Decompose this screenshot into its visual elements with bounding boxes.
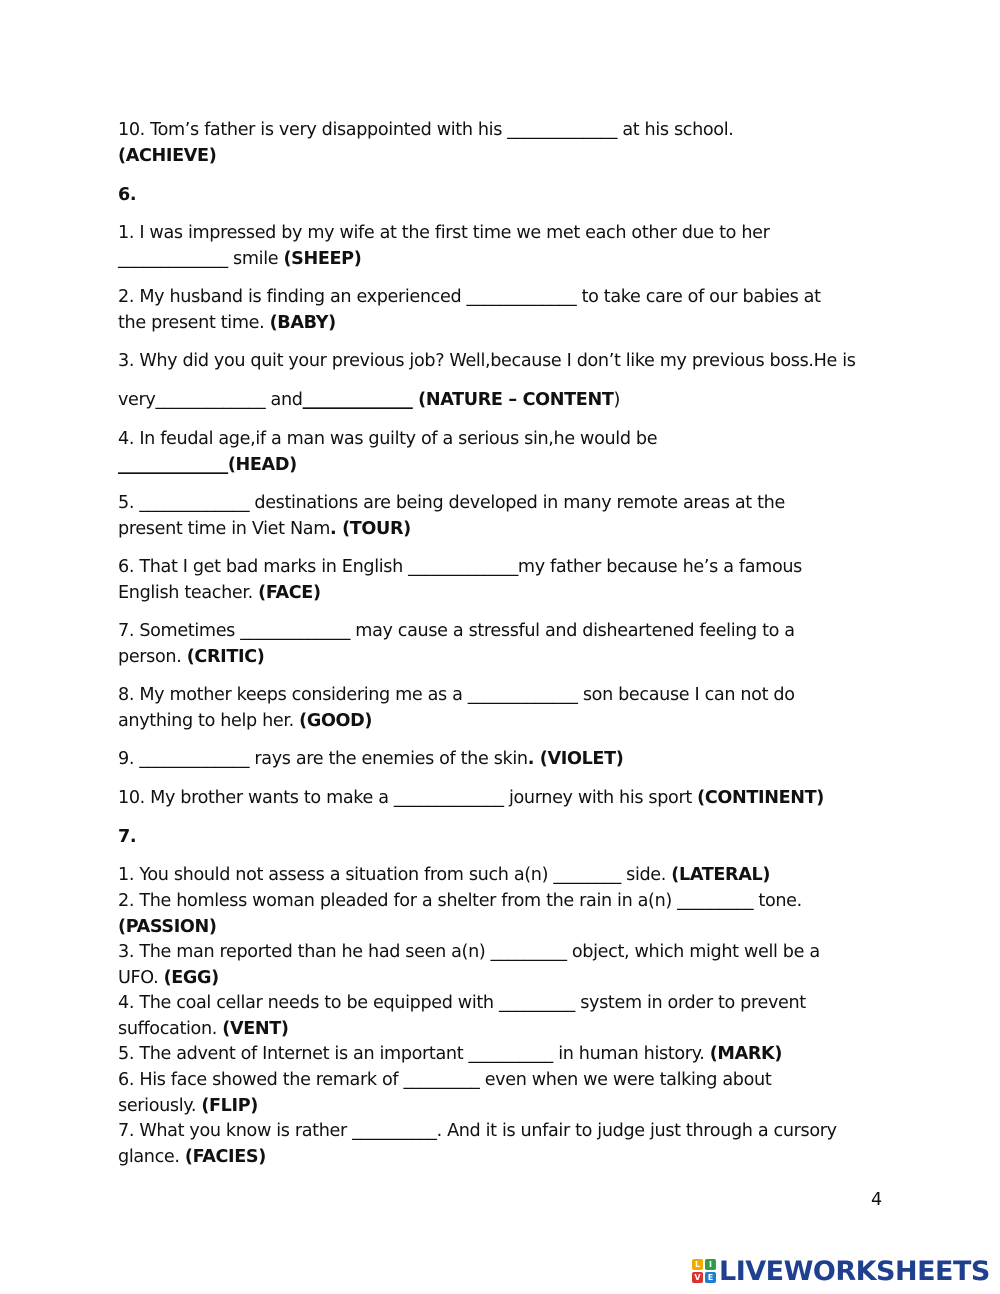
s7-q4-line2: suffocation. (VENT) [118,1019,289,1039]
s6-q8-line1: 8. My mother keeps considering me as a _____________ son because I can not do [118,685,795,705]
logo-letter-i: I [705,1259,716,1270]
s7-q4-line1: 4. The coal cellar needs to be equipped with _________ system in order to prevent [118,993,806,1013]
s6-q5-line2: present time in Viet Nam. (TOUR) [118,519,411,539]
s7-q5-hint: (MARK) [709,1044,783,1064]
s6-q8-line2: anything to help her. (GOOD) [118,711,373,731]
s6-q3-blank-bold: _____________ [302,390,413,410]
s6-q2-hint: (BABY) [269,313,336,333]
s6-q1-hint: (SHEEP) [283,249,362,269]
s6-q3-line2: very_____________ and_____________ (NATURE – CONTENT) [118,390,621,410]
s6-q6-hint: (FACE) [258,583,321,603]
logo-wordmark: LIVEWORKSHEETS [719,1255,990,1287]
s6-q10-line1: 10. My brother wants to make a _____________ journey with his sport (CONTINENT) [118,788,824,808]
s7-q1-hint: (LATERAL) [671,865,771,885]
s7-q2-hint: (PASSION) [118,917,217,937]
s7-q6-hint: (FLIP) [201,1096,258,1116]
s6-q6-line1: 6. That I get bad marks in English _____________my father because he’s a famous [118,557,802,577]
s6-q4-line1: 4. In feudal age,if a man was guilty of a serious sin,he would be [118,429,658,449]
s6-q4-line2 [118,452,297,478]
s6-q7-line1: 7. Sometimes _____________ may cause a stressful and disheartened feeling to a [118,621,795,641]
s7-q5-line1: 5. The advent of Internet is an important __________ in human history. (MARK) [118,1044,783,1064]
s6-q5-line1: 5. _____________ destinations are being developed in many remote areas at the [118,493,785,513]
s7-q3-line2: UFO. (EGG) [118,968,219,988]
s6-q2-line1: 2. My husband is finding an experienced _____________ to take care of our babies at [118,287,821,307]
s7-q4-hint: (VENT) [222,1019,289,1039]
s7-q6-line2: seriously. (FLIP) [118,1096,258,1116]
logo-letter-l: L [692,1259,703,1270]
s6-q6-line2: English teacher. (FACE) [118,583,321,603]
s5-q10-line1: 10. Tom’s father is very disappointed with his _____________ at his school. [118,120,734,140]
s7-q7-hint: (FACIES) [184,1147,266,1167]
s6-q8-hint: (GOOD) [299,711,373,731]
page-number: 4 [871,1190,883,1210]
s7-q1-line1: 1. You should not assess a situation from such a(n) ________ side. (LATERAL) [118,865,771,885]
s6-q1-line1: 1. I was impressed by my wife at the first time we met each other due to her [118,223,770,243]
s7-q7-line1: 7. What you know is rather __________. And it is unfair to judge just through a cursory [118,1121,837,1141]
s6-q1-line2: _____________ smile (SHEEP) [118,249,362,269]
logo-mark-icon [692,1259,716,1283]
s6-q9-line1: 9. _____________ rays are the enemies of the skin. (VIOLET) [118,749,624,769]
section-7-heading: 7. [118,827,137,847]
s6-q4-blank: _____________ [118,455,228,475]
s6-q2-line2: the present time. (BABY) [118,313,336,333]
logo-letter-v: V [692,1272,703,1283]
s7-q6-line1: 6. His face showed the remark of _________ even when we were talking about [118,1070,772,1090]
logo-letter-e: E [705,1272,716,1283]
s6-q7-line2: person. (CRITIC) [118,647,265,667]
liveworksheets-logo[interactable] [692,1254,990,1288]
s7-q3-line1: 3. The man reported than he had seen a(n) _________ object, which might well be a [118,942,820,962]
s6-q7-hint: (CRITIC) [186,647,265,667]
s6-q3-line1: 3. Why did you quit your previous job? Well,because I don’t like my previous boss.He is [118,351,856,371]
s6-q4-hint: (HEAD) [227,455,297,475]
s6-q9-hint: . (VIOLET) [527,749,624,769]
s5-q10-hint: (ACHIEVE) [118,146,217,166]
s6-q10-hint: (CONTINENT) [697,788,824,808]
s7-q7-line2: glance. (FACIES) [118,1147,266,1167]
s7-q2-line1: 2. The homless woman pleaded for a shelter from the rain in a(n) _________ tone. [118,891,802,911]
s6-q5-hint: . (TOUR) [329,519,411,539]
section-6-heading: 6. [118,185,137,205]
s6-q3-hint: (NATURE – CONTENT [412,390,614,410]
s7-q3-hint: (EGG) [163,968,219,988]
